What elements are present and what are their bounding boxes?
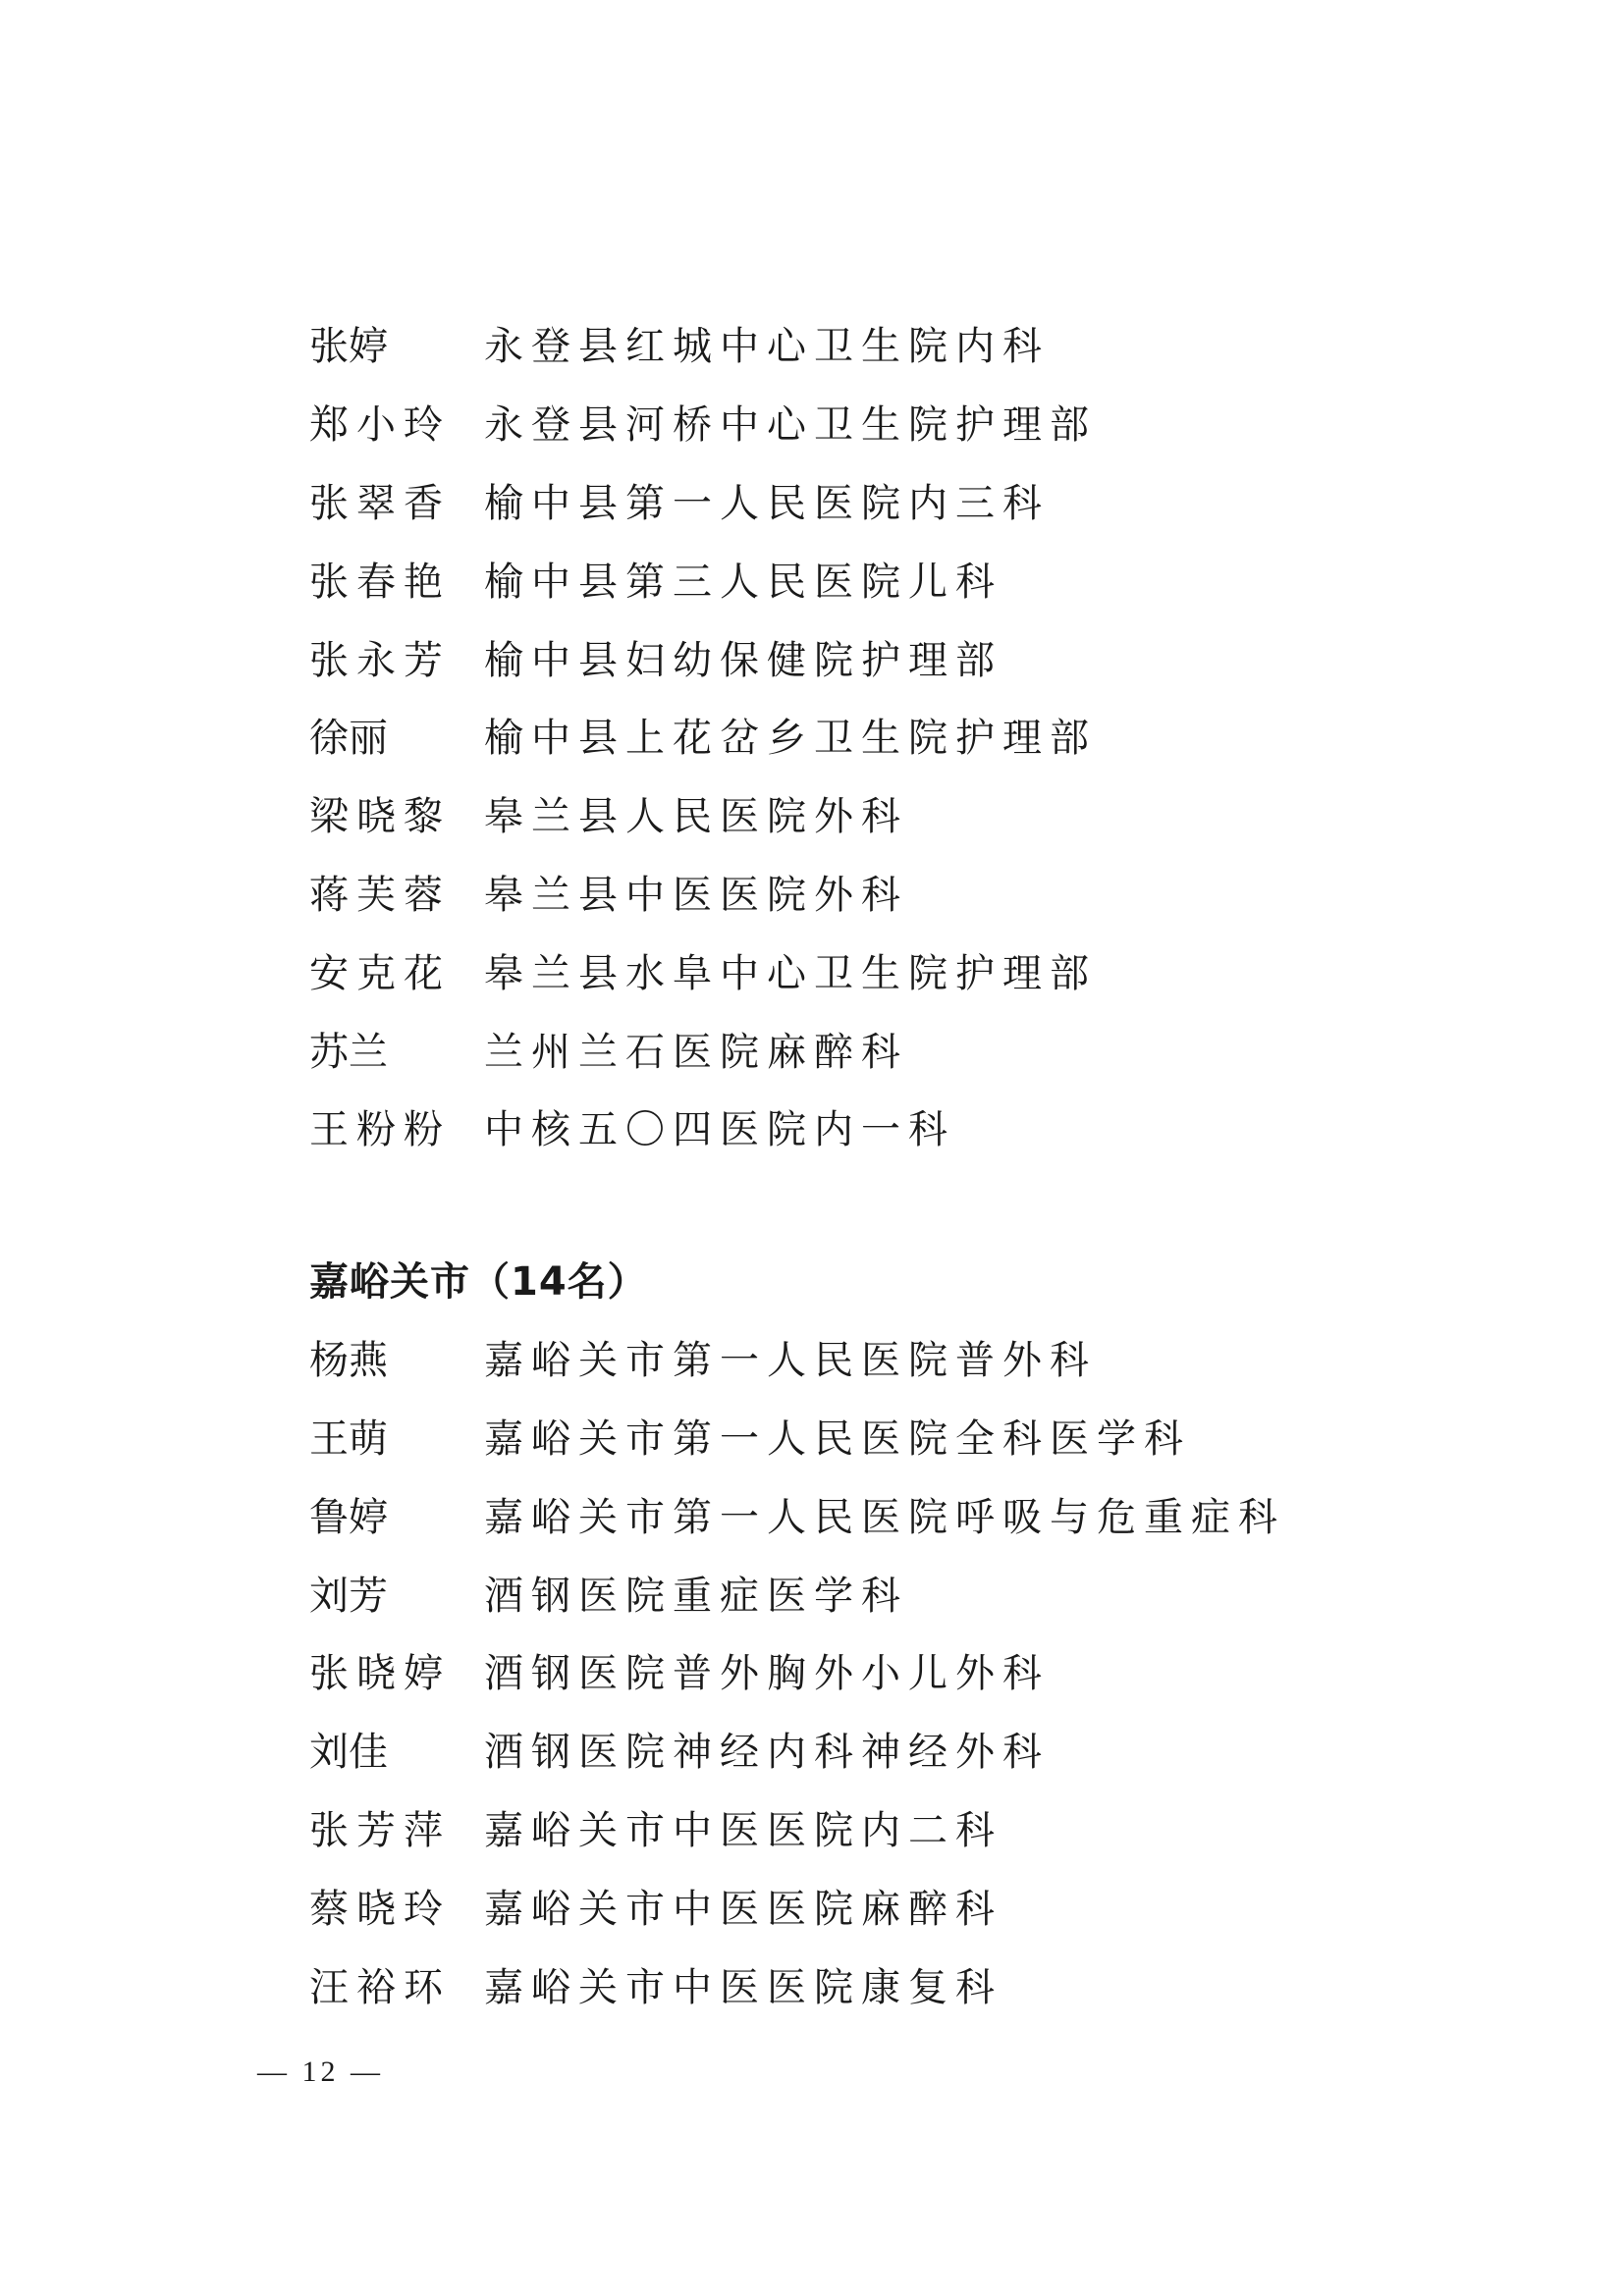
work-unit: 永登县红城中心卫生院内科 bbox=[484, 324, 1050, 370]
list-item bbox=[309, 1397, 1488, 1475]
work-unit: 嘉峪关市中医医院内二科 bbox=[484, 1807, 1002, 1853]
list-item bbox=[309, 1088, 1488, 1166]
person-name: 鲁婷 bbox=[309, 1494, 388, 1540]
person-name: 张永芳 bbox=[309, 637, 451, 683]
person-name: 张翠香 bbox=[309, 480, 451, 526]
honoree-list-block-2 bbox=[309, 1318, 1488, 2023]
person-name: 梁晓黎 bbox=[309, 794, 451, 840]
person-name: 苏兰 bbox=[309, 1029, 388, 1075]
person-name: 徐丽 bbox=[309, 716, 388, 762]
list-item bbox=[309, 1553, 1488, 1631]
person-name: 郑小玲 bbox=[309, 402, 451, 449]
work-unit: 皋兰县中医医院外科 bbox=[484, 872, 908, 918]
list-item bbox=[309, 1866, 1488, 1945]
work-unit: 永登县河桥中心卫生院护理部 bbox=[484, 402, 1097, 449]
list-item bbox=[309, 539, 1488, 617]
work-unit: 嘉峪关市第一人民医院普外科 bbox=[484, 1338, 1097, 1384]
list-item bbox=[309, 696, 1488, 774]
person-name: 杨燕 bbox=[309, 1338, 388, 1384]
work-unit: 中核五〇四医院内一科 bbox=[484, 1107, 955, 1153]
work-unit: 榆中县妇幼保健院护理部 bbox=[484, 637, 1002, 683]
work-unit: 酒钢医院神经内科神经外科 bbox=[484, 1730, 1050, 1776]
person-name: 张晓婷 bbox=[309, 1651, 451, 1697]
work-unit: 嘉峪关市中医医院康复科 bbox=[484, 1964, 1002, 2010]
work-unit: 酒钢医院普外胸外小儿外科 bbox=[484, 1651, 1050, 1697]
work-unit: 嘉峪关市第一人民医院呼吸与危重症科 bbox=[484, 1494, 1285, 1540]
jiayuguan-section bbox=[309, 1240, 1488, 2023]
list-item bbox=[309, 774, 1488, 853]
work-unit: 皋兰县人民医院外科 bbox=[484, 794, 908, 840]
work-unit: 嘉峪关市中医医院麻醉科 bbox=[484, 1886, 1002, 1932]
honoree-list-block-1 bbox=[309, 304, 1488, 1166]
list-item bbox=[309, 1318, 1488, 1397]
person-name: 刘芳 bbox=[309, 1573, 388, 1619]
list-item bbox=[309, 461, 1488, 540]
section-title: 嘉峪关市（14名） bbox=[309, 1259, 648, 1306]
work-unit: 榆中县第一人民医院内三科 bbox=[484, 480, 1050, 526]
page-number: — 12 — bbox=[257, 2056, 384, 2088]
list-item bbox=[309, 1710, 1488, 1789]
person-name: 王萌 bbox=[309, 1415, 388, 1462]
list-item bbox=[309, 1945, 1488, 2023]
work-unit: 兰州兰石医院麻醉科 bbox=[484, 1029, 908, 1075]
person-name: 安克花 bbox=[309, 950, 451, 996]
person-name: 蒋芙蓉 bbox=[309, 872, 451, 918]
work-unit: 嘉峪关市第一人民医院全科医学科 bbox=[484, 1415, 1191, 1462]
list-item bbox=[309, 304, 1488, 383]
person-name: 汪裕环 bbox=[309, 1964, 451, 2010]
list-item bbox=[309, 383, 1488, 461]
list-item bbox=[309, 1631, 1488, 1710]
person-name: 刘佳 bbox=[309, 1730, 388, 1776]
list-item bbox=[309, 853, 1488, 932]
person-name: 蔡晓玲 bbox=[309, 1886, 451, 1932]
work-unit: 酒钢医院重症医学科 bbox=[484, 1573, 908, 1619]
person-name: 张婷 bbox=[309, 324, 388, 370]
work-unit: 榆中县上花岔乡卫生院护理部 bbox=[484, 716, 1097, 762]
person-name: 王粉粉 bbox=[309, 1107, 451, 1153]
list-item bbox=[309, 931, 1488, 1009]
list-item bbox=[309, 617, 1488, 696]
list-item bbox=[309, 1009, 1488, 1088]
list-item bbox=[309, 1789, 1488, 1867]
work-unit: 皋兰县水阜中心卫生院护理部 bbox=[484, 950, 1097, 996]
list-item bbox=[309, 1474, 1488, 1553]
person-name: 张春艳 bbox=[309, 559, 451, 605]
person-name: 张芳萍 bbox=[309, 1807, 451, 1853]
work-unit: 榆中县第三人民医院儿科 bbox=[484, 559, 1002, 605]
